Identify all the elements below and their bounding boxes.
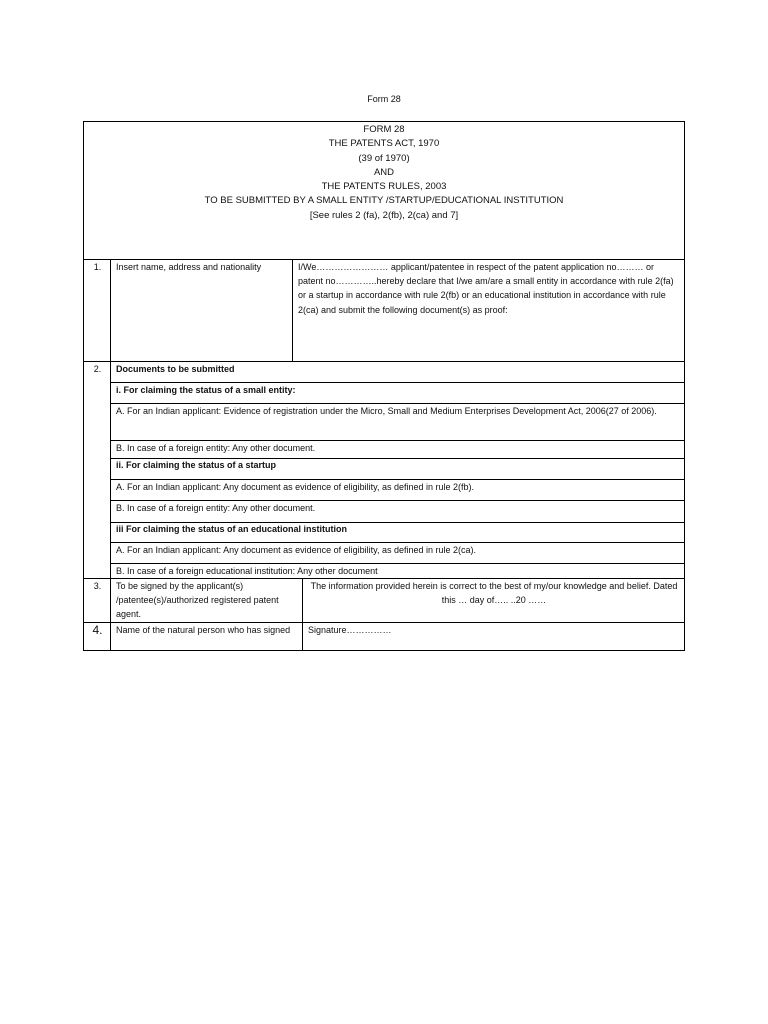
row-1-number: 1. [93,262,102,272]
row-4-label: Name of the natural person who has signed [116,625,291,635]
rules-reference: [See rules 2 (fa), 2(fb), 2(ca) and 7] [309,209,459,221]
row-3-declaration: The information provided herein is correct to the best of my/our knowledge and belief. Dated this … day of….. ..20 …… [310,581,678,606]
startup-foreign: B. In case of a foreign entity: Any other document. [116,503,316,513]
small-entity-indian: A. For an Indian applicant: Evidence of registration under the Micro, Small and Medium Enterprises Development Act, 2006(27 of 2006). [116,406,657,416]
form-table [83,121,685,651]
row-3-label: To be signed by the applicant(s) /patentee(s)/authorized registered patent agent. [116,581,279,620]
edu-foreign: B. In case of a foreign educational institution: Any other document [116,566,378,576]
title-and: AND [373,166,395,178]
row-1-declaration: I/We…………………… applicant/patentee in respect of the patent application no……… or patent no…………..hereby declare that I/we am/are a small entity in accordance with rule 2(fa) or a startup in accordance with rule 2(fb) or an educational institution in accordance with rule 2(ca) and submit the following document(s) as proof: [298,262,674,315]
form-title-block [84,122,684,259]
small-entity-heading: i. For claiming the status of a small entity: [116,385,296,395]
documents-heading: Documents to be submitted [116,364,235,374]
startup-heading: ii. For claiming the status of a startup [116,460,277,470]
row-1-label: Insert name, address and nationality [116,262,262,272]
form-number-title: FORM 28 [363,124,405,135]
edu-indian: A. For an Indian applicant: Any document as evidence of eligibility, as defined in rule 2(ca). [116,545,477,555]
column-divider [302,578,303,651]
rules-title: THE PATENTS RULES, 2003 [321,181,447,193]
startup-indian: A. For an Indian applicant: Any document as evidence of eligibility, as defined in rule 2(fb). [116,482,475,492]
row-2-number: 2. [93,364,102,374]
page-header: Form 28 [367,94,401,104]
row-3-number: 3. [93,581,102,591]
submission-title: TO BE SUBMITTED BY A SMALL ENTITY /STARTUP/EDUCATIONAL INSTITUTION [204,195,564,207]
row-4-number: 4. [92,623,103,637]
signature-field: Signature…………… [308,625,392,635]
column-divider [292,259,293,361]
act-title: THE PATENTS ACT, 1970 [328,138,440,150]
act-number: (39 of 1970) [358,152,410,164]
small-entity-foreign: B. In case of a foreign entity: Any other document. [116,443,316,453]
edu-heading: iii For claiming the status of an educational institution [116,524,348,534]
